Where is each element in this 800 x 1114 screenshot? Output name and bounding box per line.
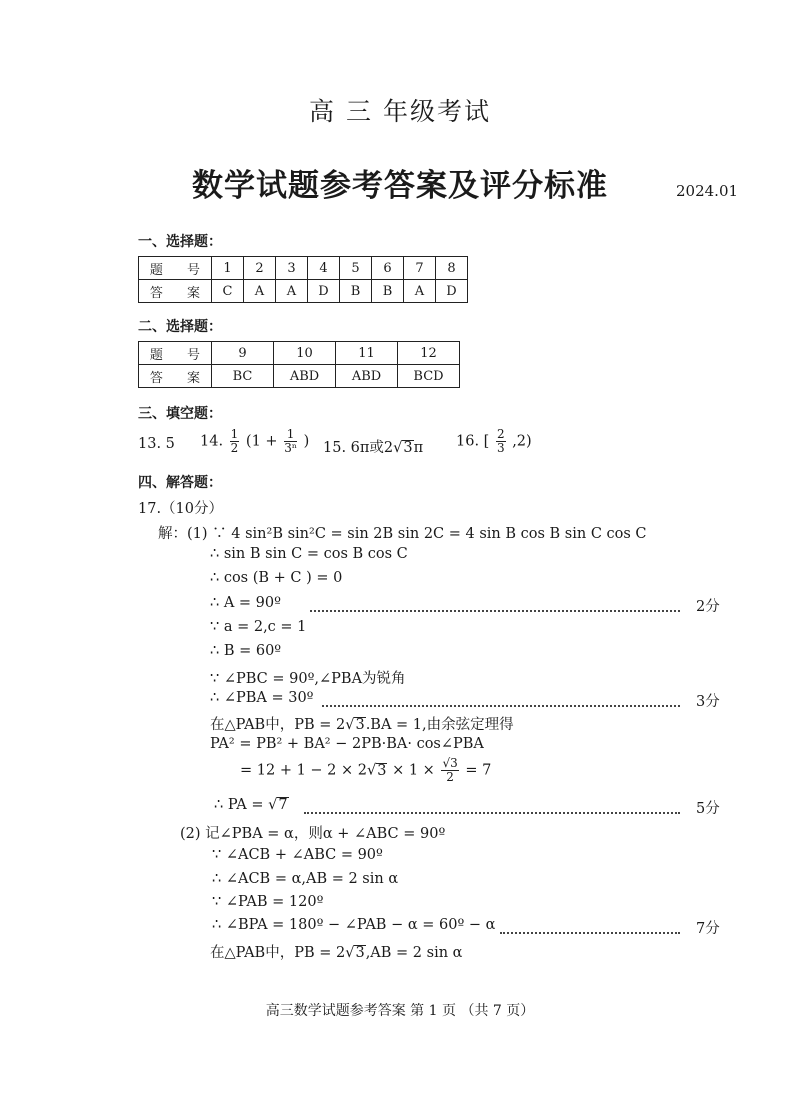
radicand: 7 — [278, 797, 288, 813]
text-run: ,AB = 2 sin α — [365, 945, 463, 961]
solution-line: 解：(1) ∵ 4 sin²B sin²C = sin 2B sin 2C = 4 sin B cos B sin C cos C — [158, 526, 647, 542]
question-number: 6 — [372, 257, 404, 280]
q15-end: π — [413, 440, 424, 456]
solution-line: = 12 + 1 − 2 × 2√3 × 1 × $\frac{√3}{2}$ = 7 — [240, 756, 492, 784]
question-number: 9 — [212, 342, 274, 365]
solution-line: ∵ a = 2,c = 1 — [210, 619, 307, 635]
row-label: 答 案 — [139, 365, 212, 388]
fraction-denominator: 2 — [230, 441, 239, 455]
score-mark: 5分 — [696, 801, 720, 817]
solution-line: PA² = PB² + BA² − 2PB·BA· cos∠PBA — [210, 736, 484, 752]
q14-label: 14. — [200, 433, 224, 450]
question-number: 2 — [244, 257, 276, 280]
text-run: = 7 — [465, 762, 492, 779]
answer-cell: ABD — [336, 365, 398, 388]
radicand: 3 — [403, 440, 413, 456]
fraction-numerator: 2 — [496, 427, 505, 441]
text-run: = 12 + 1 − 2 × 2 — [240, 762, 367, 779]
fraction-numerator: √3 — [442, 756, 458, 770]
answer-cell: A — [244, 280, 276, 303]
answer-table-1 — [138, 256, 468, 303]
section-multiple-choice: 一、选择题： — [138, 234, 222, 250]
text-run: × 1 × — [392, 762, 435, 779]
solution-line: ∴ cos (B + C ) = 0 — [210, 570, 343, 586]
solution-line: (2) 记∠PBA = α，则α + ∠ABC = 90º — [180, 826, 446, 842]
answer-cell: BCD — [398, 365, 460, 388]
question-number: 8 — [436, 257, 468, 280]
section-multi-select: 二、选择题： — [138, 319, 222, 335]
solution-line: ∴ sin B sin C = cos B cos C — [210, 546, 408, 562]
radicand: 3 — [355, 717, 365, 733]
page-footer: 高三数学试题参考答案 第 1 页 （共 7 页） — [265, 1003, 535, 1019]
solution-line: ∴ A = 90º — [210, 595, 281, 611]
table-row — [139, 257, 468, 280]
answer-cell: C — [212, 280, 244, 303]
question-number: 4 — [308, 257, 340, 280]
fraction-denominator: 3ⁿ — [284, 441, 298, 455]
fraction-denominator: 2 — [446, 770, 454, 784]
solution-line: ∴ B = 60º — [210, 643, 282, 659]
question-number: 1 — [212, 257, 244, 280]
score-mark: 3分 — [696, 694, 720, 710]
dot-leader — [500, 932, 680, 934]
text-run: 在△PAB中，PB = 2 — [210, 717, 346, 733]
fraction — [284, 428, 297, 455]
answer-cell: A — [276, 280, 308, 303]
q16-end: ,2) — [512, 433, 532, 450]
solution-line: ∵ ∠ACB + ∠ABC = 90º — [212, 847, 383, 863]
answer-cell: A — [404, 280, 436, 303]
solution-line: ∴ ∠PBA = 30º — [210, 690, 314, 706]
fraction — [230, 428, 240, 455]
question-number: 7 — [404, 257, 436, 280]
answer-q16 — [456, 428, 532, 455]
solution-line: ∵ ∠PBC = 90º,∠PBA为锐角 — [210, 671, 406, 687]
dot-leader — [304, 812, 680, 814]
solution-line: 在△PAB中，PB = 2√3,AB = 2 sin α — [210, 945, 463, 961]
exam-grade-title: 高 三 年级考试 — [309, 97, 491, 126]
solution-line: ∴ ∠BPA = 180º − ∠PAB − α = 60º − α — [212, 917, 496, 933]
radicand: 3 — [377, 762, 387, 779]
q14-mid: (1 + — [245, 433, 278, 450]
table-row — [139, 342, 460, 365]
answer-cell: B — [372, 280, 404, 303]
solution-line: 在△PAB中，PB = 2√3.BA = 1,由余弦定理得 — [210, 717, 514, 733]
answer-q13: 13. 5 — [138, 436, 175, 452]
q17-heading: 17.（10分） — [138, 501, 224, 517]
score-mark: 2分 — [696, 599, 720, 615]
question-number: 10 — [274, 342, 336, 365]
answer-cell: D — [436, 280, 468, 303]
fraction — [496, 428, 506, 455]
document-date: 2024.01 — [676, 182, 739, 200]
radicand: 3 — [355, 945, 365, 961]
solution-line: ∵ ∠PAB = 120º — [212, 894, 324, 910]
text-run: ∴ PA = — [214, 797, 264, 813]
answer-q15: 15. 6π或2√3π — [323, 440, 424, 456]
fraction-numerator: 1 — [284, 428, 297, 442]
answer-cell: D — [308, 280, 340, 303]
solution-line: ∴ PA = √7 — [214, 797, 288, 813]
table-row — [139, 365, 460, 388]
document-title: 数学试题参考答案及评分标准 — [192, 168, 608, 204]
answer-table-2 — [138, 341, 460, 388]
question-number: 11 — [336, 342, 398, 365]
row-label: 题 号 — [139, 342, 212, 365]
score-mark: 7分 — [696, 921, 720, 937]
fraction — [441, 757, 458, 784]
question-number: 3 — [276, 257, 308, 280]
fraction-denominator: 3 — [496, 441, 505, 455]
row-label: 题 号 — [139, 257, 212, 280]
section-free-response: 四、解答题： — [138, 475, 222, 491]
answer-q14 — [200, 428, 309, 455]
q15-text: 15. 6π或2 — [323, 440, 394, 456]
q14-end: ) — [303, 433, 310, 450]
answer-cell: BC — [212, 365, 274, 388]
dot-leader — [310, 610, 680, 612]
row-label: 答 案 — [139, 280, 212, 303]
text-run: .BA = 1,由余弦定理得 — [365, 717, 514, 733]
fraction-numerator: 1 — [230, 427, 239, 441]
solution-line: ∴ ∠ACB = α,AB = 2 sin α — [212, 871, 399, 887]
table-row — [139, 280, 468, 303]
answer-cell: ABD — [274, 365, 336, 388]
question-number: 12 — [398, 342, 460, 365]
q16-text: 16. [ — [456, 433, 490, 450]
question-number: 5 — [340, 257, 372, 280]
section-fill-in: 三、填空题： — [138, 406, 222, 422]
dot-leader — [322, 705, 680, 707]
answer-cell: B — [340, 280, 372, 303]
text-run: 在△PAB中，PB = 2 — [210, 945, 346, 961]
